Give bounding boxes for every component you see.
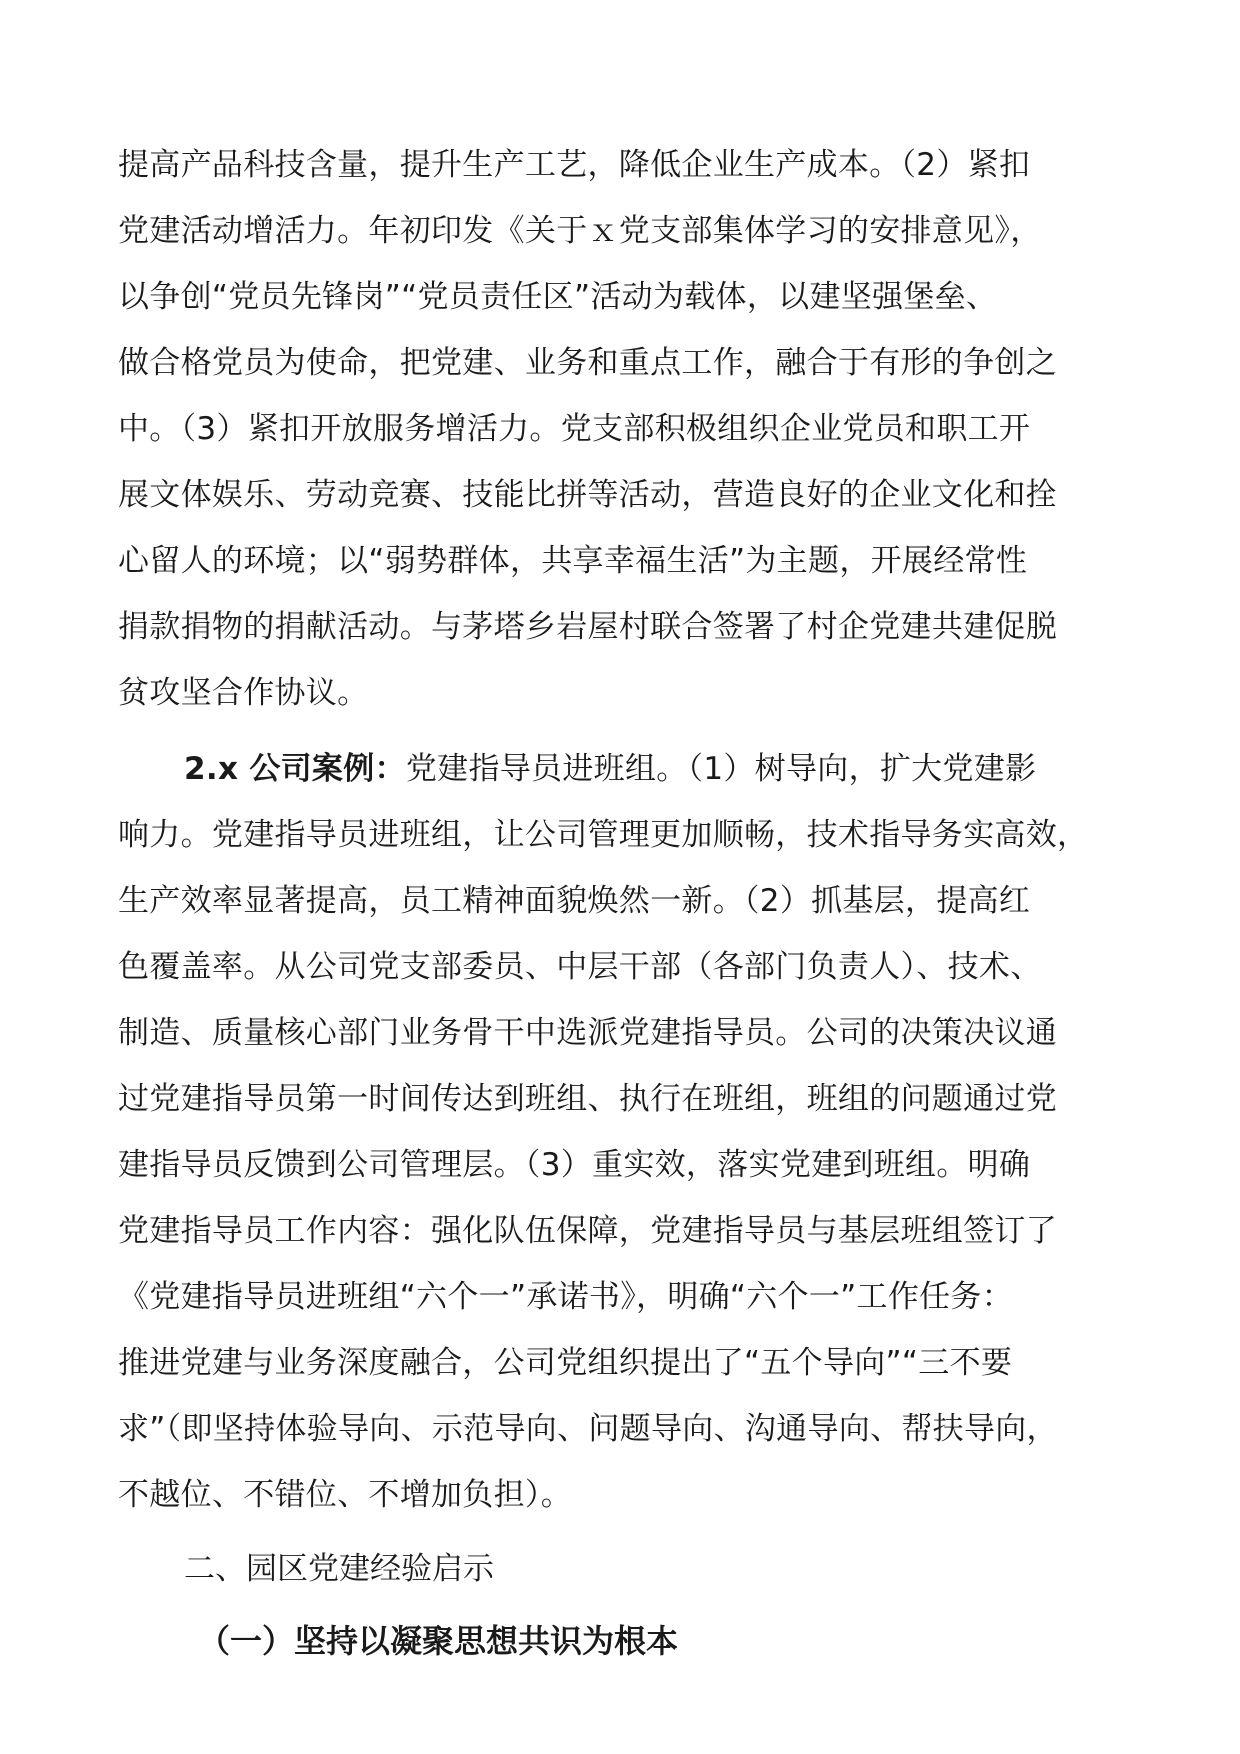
text-line: 贫攻坚合作协议。 bbox=[118, 675, 369, 711]
text-line: 《党建指导员进班组“六个一”承诺书》，明确“六个一”工作任务： bbox=[118, 1279, 1014, 1315]
text-line: 推进党建与业务深度融合，公司党组织提出了“五个导向”“三不要 bbox=[118, 1345, 1013, 1381]
paragraph-company-case bbox=[118, 736, 1148, 1528]
text-line: 捐款捐物的捐献活动。与茅塔乡岩屋村联合签署了村企党建共建促脱 bbox=[118, 609, 1057, 645]
text-line: 提高产品科技含量，提升生产工艺，降低企业生产成本。（2）紧扣 bbox=[118, 147, 1031, 183]
document-body bbox=[118, 132, 1148, 1674]
text-line: 以争创“党员先锋岗”“党员责任区”活动为载体，以建坚强堡垒、 bbox=[118, 279, 998, 315]
text-line: 心留人的环境；以“弱势群体，共享幸福生活”为主题，开展经常性 bbox=[118, 543, 1028, 579]
text-line: 求”（即坚持体验导向、示范导向、问题导向、沟通导向、帮扶导向， bbox=[118, 1411, 1058, 1447]
text-line-lead bbox=[118, 736, 1148, 802]
case-label: 2.x 公司案例： bbox=[184, 751, 406, 787]
subsection-heading: （一）坚持以凝聚思想共识为根本 bbox=[198, 1622, 679, 1660]
case-lead-text: 党建指导员进班组。（1）树导向，扩大党建影 bbox=[405, 751, 1037, 787]
text-line: 制造、质量核心部门业务骨干中选派党建指导员。公司的决策决议通 bbox=[118, 1015, 1057, 1051]
text-line: 过党建指导员第一时间传达到班组、执行在班组，班组的问题通过党 bbox=[118, 1081, 1057, 1117]
text-line: 生产效率显著提高，员工精神面貌焕然一新。（2）抓基层，提高红 bbox=[118, 883, 1031, 919]
text-line: 党建指导员工作内容：强化队伍保障，党建指导员与基层班组签订了 bbox=[118, 1213, 1057, 1249]
text-line: 做合格党员为使命，把党建、业务和重点工作，融合于有形的争创之 bbox=[118, 345, 1057, 381]
text-line: 党建活动增活力。年初印发《关于ｘ党支部集体学习的安排意见》， bbox=[118, 213, 1042, 249]
text-line: 响力。党建指导员进班组，让公司管理更加顺畅，技术指导务实高效， bbox=[118, 817, 1089, 853]
text-line: 不越位、不错位、不增加负担）。 bbox=[118, 1477, 572, 1513]
text-line: 建指导员反馈到公司管理层。（3）重实效，落实党建到班组。明确 bbox=[118, 1147, 1031, 1183]
section-heading: 二、园区党建经验启示 bbox=[184, 1551, 494, 1587]
paragraph-party-activities bbox=[118, 132, 1148, 726]
text-line: 展文体娱乐、劳动竞赛、技能比拼等活动，营造良好的企业文化和拴 bbox=[118, 477, 1057, 513]
text-line: 色覆盖率。从公司党支部委员、中层干部（各部门负责人）、技术、 bbox=[118, 949, 1042, 985]
text-line: 中。（3）紧扣开放服务增活力。党支部积极组织企业党员和职工开 bbox=[118, 411, 1031, 447]
